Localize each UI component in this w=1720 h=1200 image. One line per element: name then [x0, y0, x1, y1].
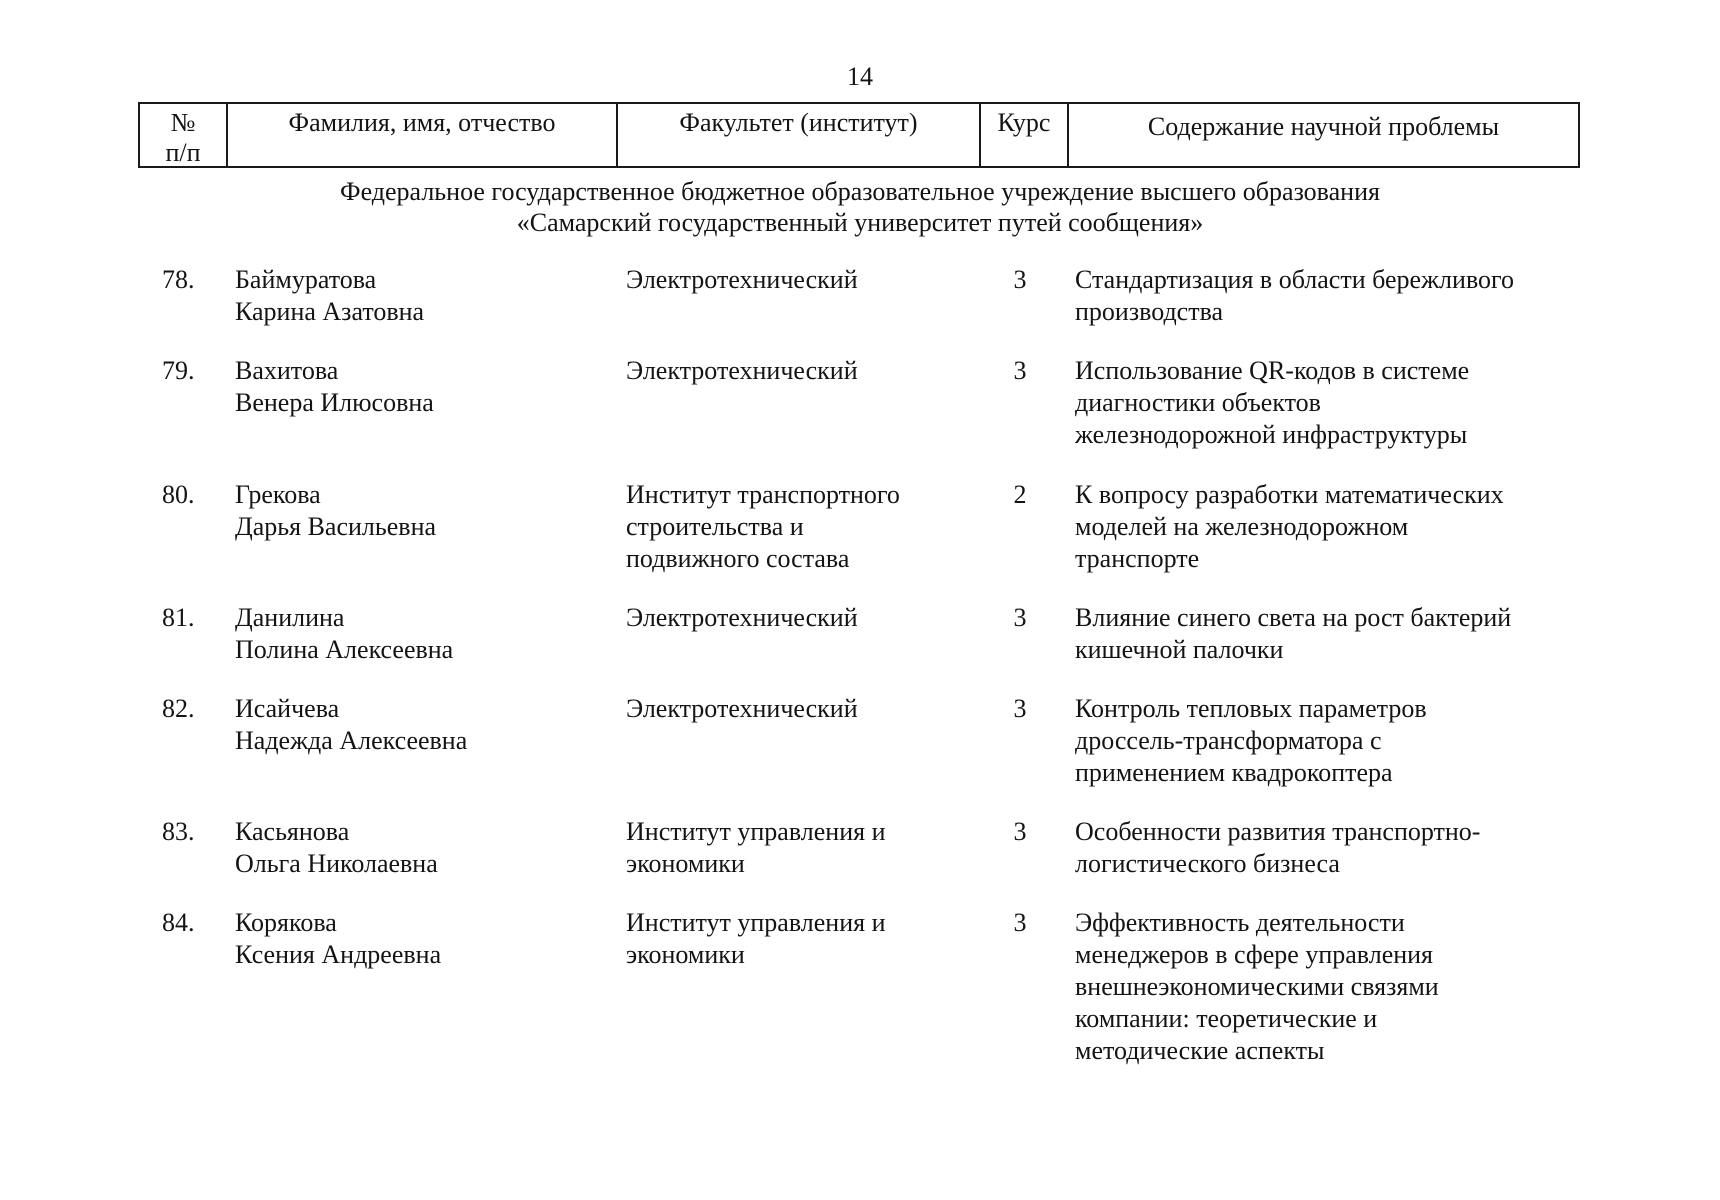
row-name — [235, 693, 615, 757]
row-topic-line: Особенности развития транспортно- — [1075, 817, 1481, 846]
row-name — [235, 907, 615, 971]
row-name-line: Карина Азатовна — [235, 297, 425, 326]
row-topic-line: менеджеров в сфере управления — [1075, 940, 1434, 969]
row-name-line: Вахитова — [235, 356, 339, 385]
row-course: 2 — [1013, 480, 1027, 509]
row-faculty-line: Институт управления и — [626, 817, 886, 846]
row-course: 3 — [1013, 908, 1027, 937]
row-course: 3 — [1013, 817, 1027, 846]
row-faculty — [626, 816, 976, 880]
row-topic-line: диагностики объектов — [1075, 388, 1321, 417]
row-topic-line: применением квадрокоптера — [1075, 758, 1393, 787]
row-faculty-line: Институт управления и — [626, 908, 886, 937]
row-name — [235, 355, 615, 419]
row-faculty — [626, 907, 976, 971]
row-faculty-line: подвижного состава — [626, 544, 850, 573]
row-topic-line: транспорте — [1075, 544, 1200, 573]
header-number-line2: п/п — [165, 138, 201, 167]
row-course: 3 — [1013, 265, 1027, 294]
row-name-line: Корякова — [235, 908, 337, 937]
row-faculty — [626, 602, 976, 634]
row-name — [235, 602, 615, 666]
row-course: 3 — [1013, 694, 1027, 723]
row-name-line: Данилина — [235, 603, 345, 632]
row-topic-line: методические аспекты — [1075, 1036, 1325, 1065]
page-number: 14 — [847, 62, 873, 91]
header-course: Курс — [981, 104, 1069, 166]
row-faculty-line: Электротехнический — [626, 694, 858, 723]
row-topic-line: дроссель-трансформатора с — [1075, 726, 1382, 755]
row-faculty-line: экономики — [626, 940, 745, 969]
row-topic-line: компании: теоретические и — [1075, 1004, 1378, 1033]
row-faculty — [626, 479, 976, 575]
row-topic — [1075, 693, 1595, 789]
row-course: 3 — [1013, 356, 1027, 385]
row-course: 3 — [1013, 603, 1027, 632]
row-topic-line: Контроль тепловых параметров — [1075, 694, 1427, 723]
row-faculty — [626, 264, 976, 296]
row-number: 83. — [162, 817, 195, 846]
row-faculty-line: Институт транспортного — [626, 480, 900, 509]
row-name-line: Полина Алексеевна — [235, 635, 454, 664]
row-name-line: Надежда Алексеевна — [235, 726, 468, 755]
row-number: 78. — [162, 265, 195, 294]
row-topic-line: внешнеэкономическими связями — [1075, 972, 1439, 1001]
row-topic-line: кишечной палочки — [1075, 635, 1284, 664]
row-topic — [1075, 479, 1595, 575]
header-number-line1: № — [170, 108, 196, 137]
row-number: 84. — [162, 908, 195, 937]
row-topic-line: производства — [1075, 297, 1224, 326]
row-number: 82. — [162, 694, 195, 723]
header-faculty: Факультет (институт) — [618, 104, 981, 166]
row-topic-line: К вопросу разработки математических — [1075, 480, 1504, 509]
row-name-line: Венера Илюсовна — [235, 388, 434, 417]
row-number: 79. — [162, 356, 195, 385]
row-faculty — [626, 355, 976, 387]
header-name: Фамилия, имя, отчество — [228, 104, 618, 166]
institution-line2: «Самарский государственный университет путей сообщения» — [516, 208, 1204, 237]
row-faculty-line: экономики — [626, 849, 745, 878]
row-topic-line: Использование QR-кодов в системе — [1075, 356, 1470, 385]
row-topic — [1075, 355, 1595, 451]
row-name-line: Грекова — [235, 480, 321, 509]
row-number: 80. — [162, 480, 195, 509]
row-topic — [1075, 264, 1595, 328]
header-topic: Содержание научной проблемы — [1147, 112, 1500, 141]
row-topic — [1075, 602, 1595, 666]
row-name-line: Исайчева — [235, 694, 340, 723]
row-name-line: Касьянова — [235, 817, 350, 846]
row-topic-line: Стандартизация в области бережливого — [1075, 265, 1515, 294]
institution-line1: Федеральное государственное бюджетное образовательное учреждение высшего образования — [340, 177, 1380, 206]
row-number: 81. — [162, 603, 195, 632]
row-faculty — [626, 693, 976, 725]
row-name-line: Ксения Андреевна — [235, 940, 442, 969]
row-name-line: Баймуратова — [235, 265, 377, 294]
row-name — [235, 479, 615, 543]
row-faculty-line: строительства и — [626, 512, 804, 541]
row-topic — [1075, 907, 1595, 1067]
row-faculty-line: Электротехнический — [626, 265, 858, 294]
row-topic-line: Влияние синего света на рост бактерий — [1075, 603, 1512, 632]
row-topic-line: железнодорожной инфраструктуры — [1075, 420, 1468, 449]
row-faculty-line: Электротехнический — [626, 356, 858, 385]
row-topic-line: Эффективность деятельности — [1075, 908, 1405, 937]
row-name — [235, 816, 615, 880]
row-topic — [1075, 816, 1595, 880]
row-topic-line: логистического бизнеса — [1075, 849, 1340, 878]
row-topic-line: моделей на железнодорожном — [1075, 512, 1409, 541]
row-name-line: Ольга Николаевна — [235, 849, 438, 878]
row-faculty-line: Электротехнический — [626, 603, 858, 632]
row-name-line: Дарья Васильевна — [235, 512, 437, 541]
row-name — [235, 264, 615, 328]
